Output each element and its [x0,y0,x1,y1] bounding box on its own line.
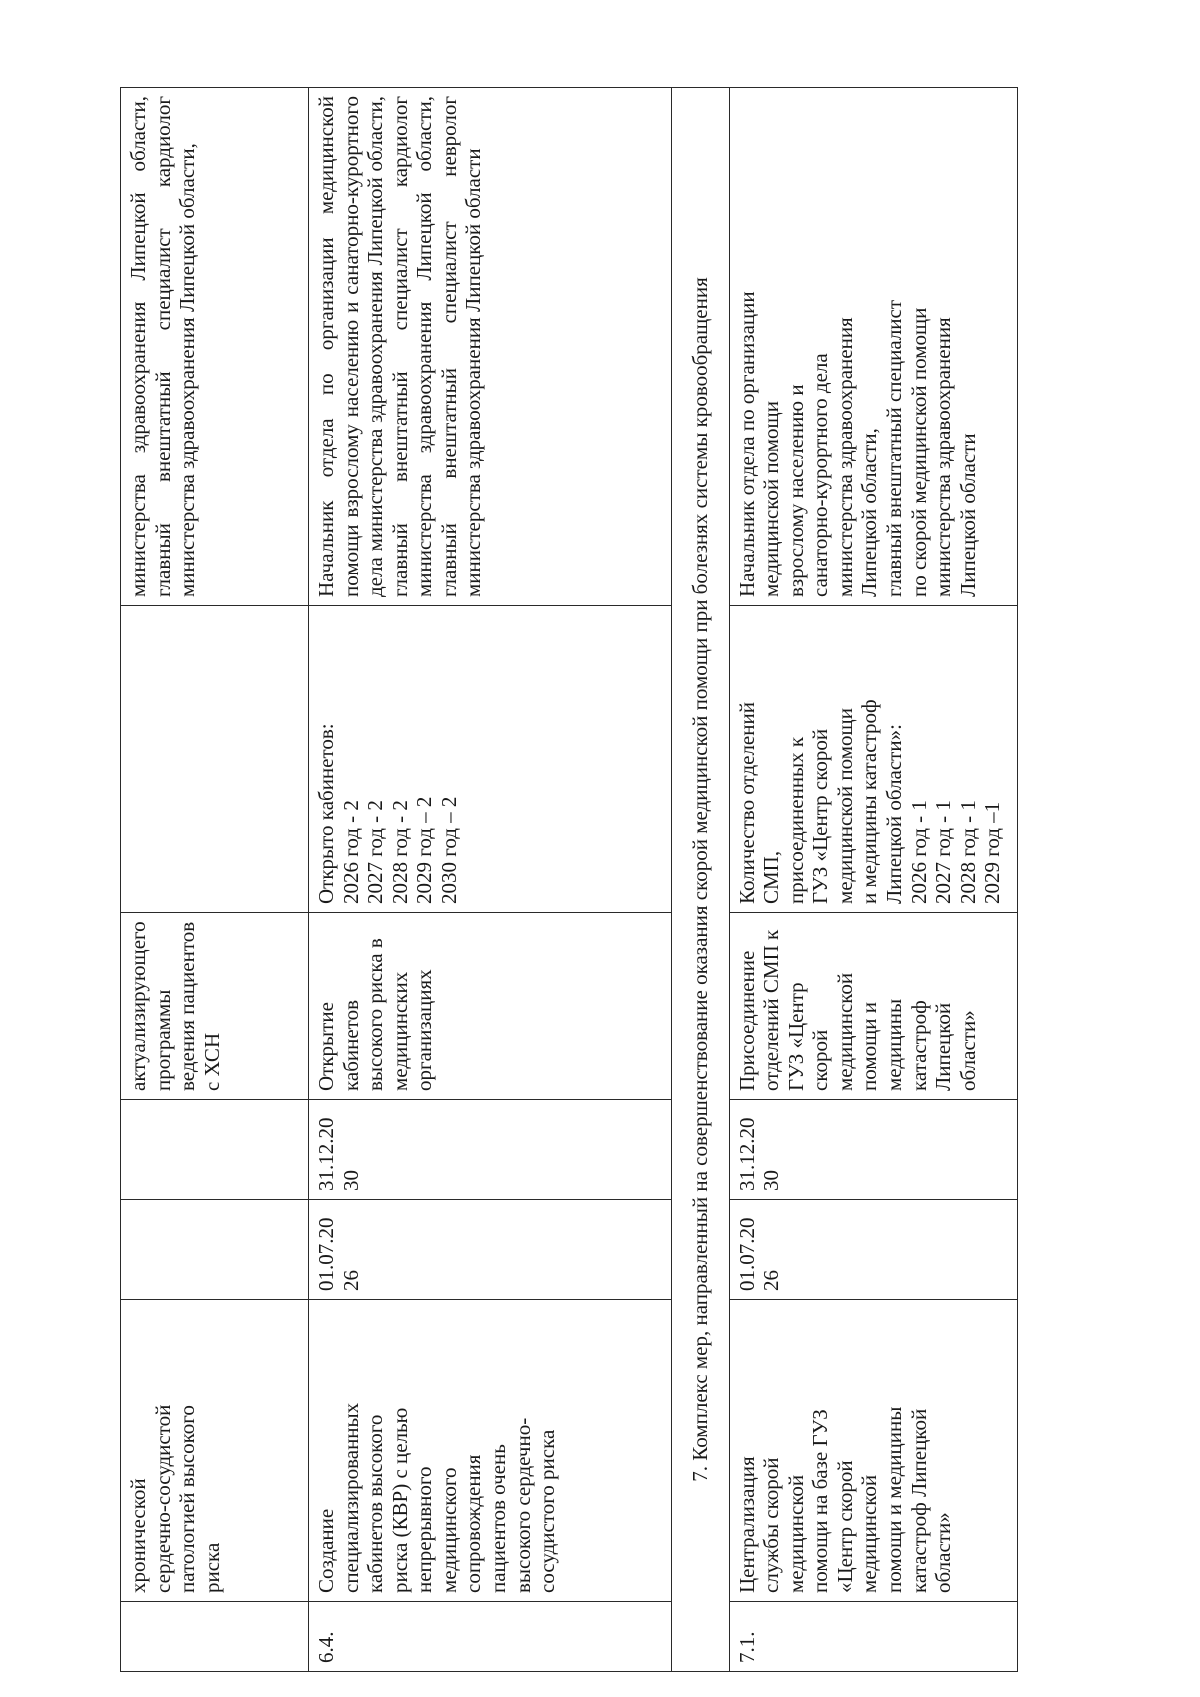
measure-name: Централизация службы скорой медицинской помощи на базе ГУЗ «Центр скорой медицинской помощи и медицины катастроф Липецкой области» [729,1300,1017,1602]
start-date: 01.07.2026 [309,1200,672,1300]
end-date: 31.12.2030 [729,1100,1017,1200]
start-date: 01.07.2026 [729,1200,1017,1300]
expected-result: Открытие кабинетов высокого риска в медицинских организациях [309,913,672,1100]
rotated-document-page [120,88,1112,1672]
indicator [121,606,309,913]
indicator: Открыто кабинетов: 2026 год - 2 2027 год - 2 2028 год - 2 2029 год – 2 2030 год – 2 [309,606,672,913]
end-date: 31.12.2030 [309,1100,672,1200]
responsible: Начальник отдела по организации медицинской помощи взрослому населению и санаторно-курортного дела министерства здравоохранения Липецкой области, главный внештатный специалист кардиолог министерства здравоохранения Липецкой области, главный внештатный специалист невролог министерства здравоохранения Липецкой области [309,88,672,606]
measure-name: хронической сердечно-сосудистой патологией высокого риска [121,1300,309,1602]
row-number: 6.4. [309,1602,672,1672]
row-number [121,1602,309,1672]
section-header-row [672,88,730,1672]
indicator: Количество отделений СМП, присоединенных к ГУЗ «Центр скорой медицинской помощи и медицины катастроф Липецкой области»: 2026 год - 1 2027 год - 1 2028 год - 1 2029 год –1 [729,606,1017,913]
table-row [729,88,1017,1672]
responsible: Начальник отдела по организации медицинской помощи взрослому населению и санаторно-курортного дела министерства здравоохранения Липецкой области, главный внештатный специалист по скорой медицинской помощи министерства здравоохранения Липецкой области [729,88,1017,606]
start-date [121,1200,309,1300]
measure-name: Создание специализированных кабинетов высокого риска (КВР) с целью непрерывного медицинского сопровождения пациентов очень высокого сердечно- сосудистого риска [309,1300,672,1602]
measures-table [120,87,1018,1672]
expected-result: актуализирующего программы ведения пациентов с ХСН [121,913,309,1100]
table-row [309,88,672,1672]
table-row [121,88,309,1672]
end-date [121,1100,309,1200]
expected-result: Присоединение отделений СМП к ГУЗ «Центр скорой медицинской помощи и медицины катастроф Липецкой области» [729,913,1017,1100]
section-title: 7. Комплекс мер, направленный на совершенствование оказания скорой медицинской помощи при болезнях системы кровообращения [672,88,730,1672]
responsible: министерства здравоохранения Липецкой области, главный внештатный специалист кардиолог министерства здравоохранения Липецкой области, [121,88,309,606]
row-number: 7.1. [729,1602,1017,1672]
